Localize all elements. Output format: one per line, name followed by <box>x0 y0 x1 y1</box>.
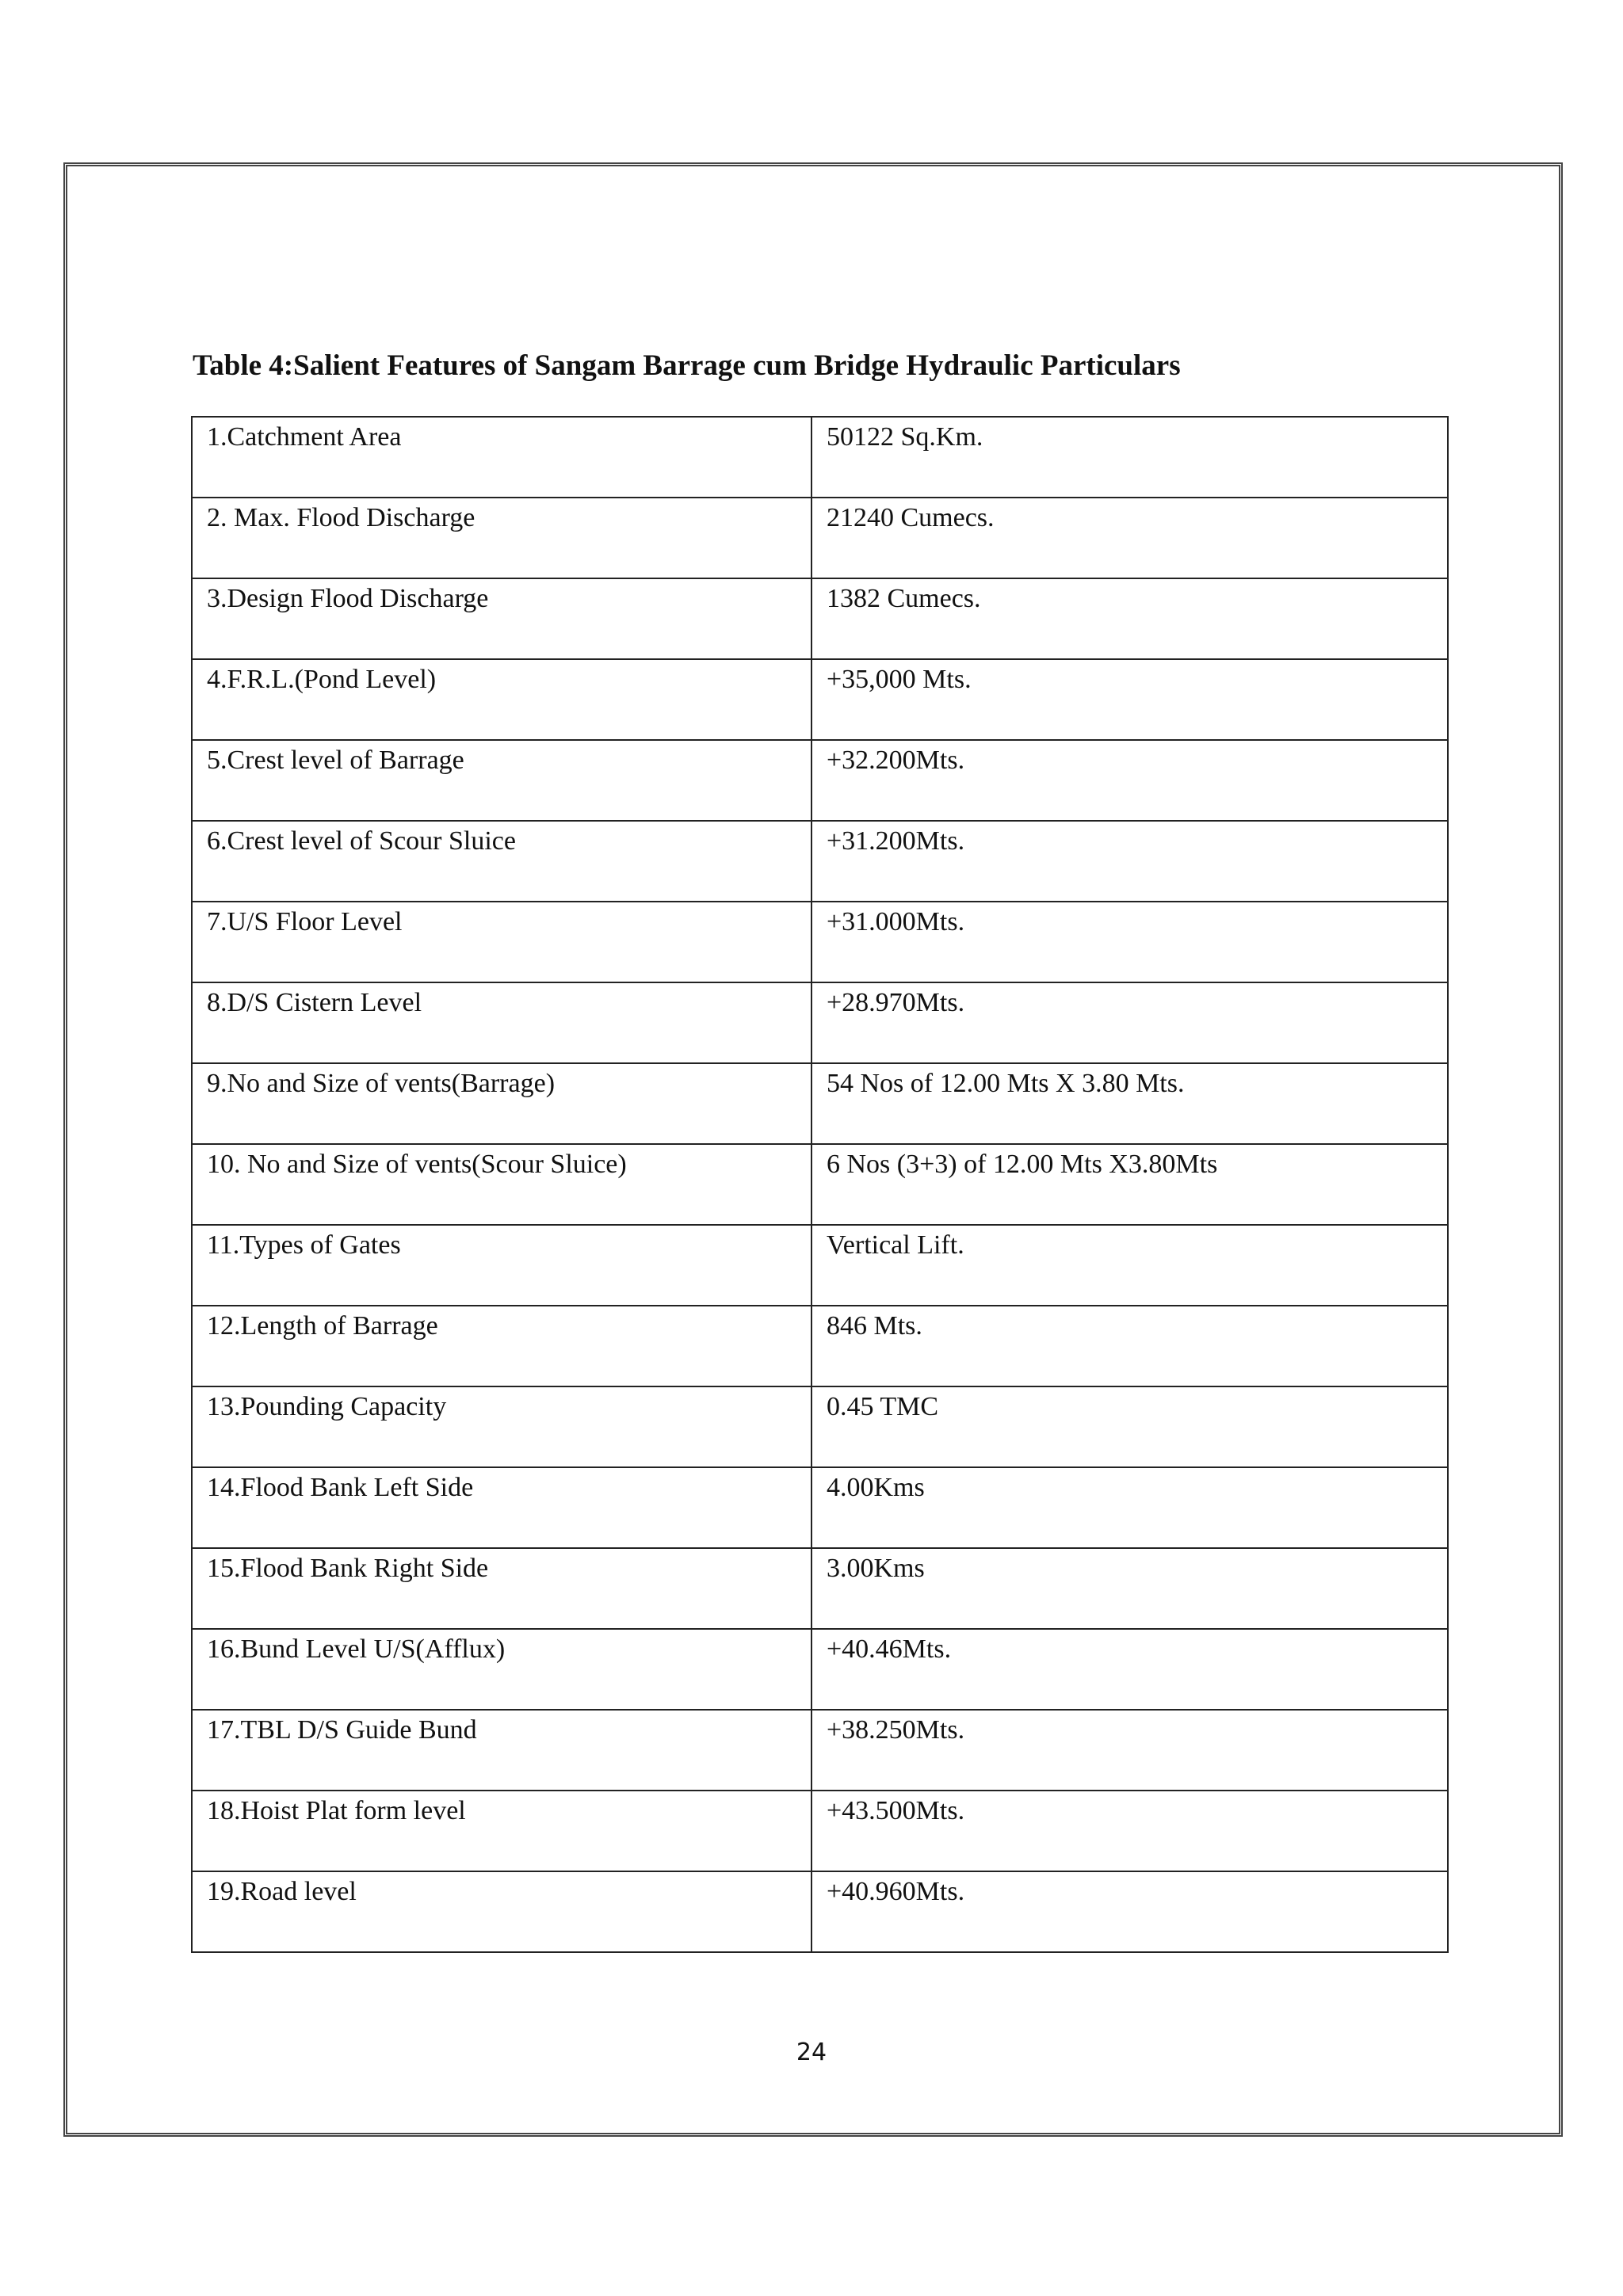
table-body <box>192 417 1448 1952</box>
feature-value: 21240 Cumecs. <box>812 498 1448 578</box>
feature-label: 14.Flood Bank Left Side <box>192 1467 812 1548</box>
table-row <box>192 1063 1448 1144</box>
table-row <box>192 1548 1448 1629</box>
feature-value: 3.00Kms <box>812 1548 1448 1629</box>
feature-value: 1382 Cumecs. <box>812 578 1448 659</box>
feature-value: Vertical Lift. <box>812 1225 1448 1306</box>
salient-features-table <box>191 416 1449 1953</box>
feature-value: 54 Nos of 12.00 Mts X 3.80 Mts. <box>812 1063 1448 1144</box>
table-row <box>192 1871 1448 1952</box>
feature-label: 7.U/S Floor Level <box>192 902 812 982</box>
feature-value: 846 Mts. <box>812 1306 1448 1386</box>
feature-label: 11.Types of Gates <box>192 1225 812 1306</box>
table-row <box>192 417 1448 498</box>
feature-value: 4.00Kms <box>812 1467 1448 1548</box>
feature-label: 16.Bund Level U/S(Afflux) <box>192 1629 812 1710</box>
page-number: 24 <box>796 2039 827 2066</box>
feature-value: 6 Nos (3+3) of 12.00 Mts X3.80Mts <box>812 1144 1448 1225</box>
table-row <box>192 1629 1448 1710</box>
feature-label: 17.TBL D/S Guide Bund <box>192 1710 812 1791</box>
table-row <box>192 902 1448 982</box>
feature-value: +38.250Mts. <box>812 1710 1448 1791</box>
feature-value: +31.000Mts. <box>812 902 1448 982</box>
feature-label: 15.Flood Bank Right Side <box>192 1548 812 1629</box>
table-row <box>192 498 1448 578</box>
table-row <box>192 1144 1448 1225</box>
table-row <box>192 1467 1448 1548</box>
table-title: Table 4:Salient Features of Sangam Barrage cum Bridge Hydraulic Particulars <box>193 349 1181 382</box>
feature-value: +40.46Mts. <box>812 1629 1448 1710</box>
feature-label: 19.Road level <box>192 1871 812 1952</box>
table-row <box>192 578 1448 659</box>
table-row <box>192 740 1448 821</box>
table-row <box>192 821 1448 902</box>
table-row <box>192 659 1448 740</box>
feature-value: +43.500Mts. <box>812 1791 1448 1871</box>
feature-label: 13.Pounding Capacity <box>192 1386 812 1467</box>
table-row <box>192 1386 1448 1467</box>
feature-value: +31.200Mts. <box>812 821 1448 902</box>
feature-label: 18.Hoist Plat form level <box>192 1791 812 1871</box>
table-row <box>192 982 1448 1063</box>
feature-value: +35,000 Mts. <box>812 659 1448 740</box>
feature-label: 3.Design Flood Discharge <box>192 578 812 659</box>
feature-value: +40.960Mts. <box>812 1871 1448 1952</box>
table-row <box>192 1710 1448 1791</box>
feature-value: 0.45 TMC <box>812 1386 1448 1467</box>
feature-label: 5.Crest level of Barrage <box>192 740 812 821</box>
feature-label: 6.Crest level of Scour Sluice <box>192 821 812 902</box>
table-row <box>192 1306 1448 1386</box>
table-row <box>192 1225 1448 1306</box>
feature-value: +28.970Mts. <box>812 982 1448 1063</box>
feature-label: 12.Length of Barrage <box>192 1306 812 1386</box>
feature-label: 2. Max. Flood Discharge <box>192 498 812 578</box>
feature-label: 9.No and Size of vents(Barrage) <box>192 1063 812 1144</box>
feature-value: 50122 Sq.Km. <box>812 417 1448 498</box>
feature-label: 10. No and Size of vents(Scour Sluice) <box>192 1144 812 1225</box>
table-row <box>192 1791 1448 1871</box>
feature-value: +32.200Mts. <box>812 740 1448 821</box>
feature-label: 8.D/S Cistern Level <box>192 982 812 1063</box>
feature-label: 1.Catchment Area <box>192 417 812 498</box>
feature-label: 4.F.R.L.(Pond Level) <box>192 659 812 740</box>
